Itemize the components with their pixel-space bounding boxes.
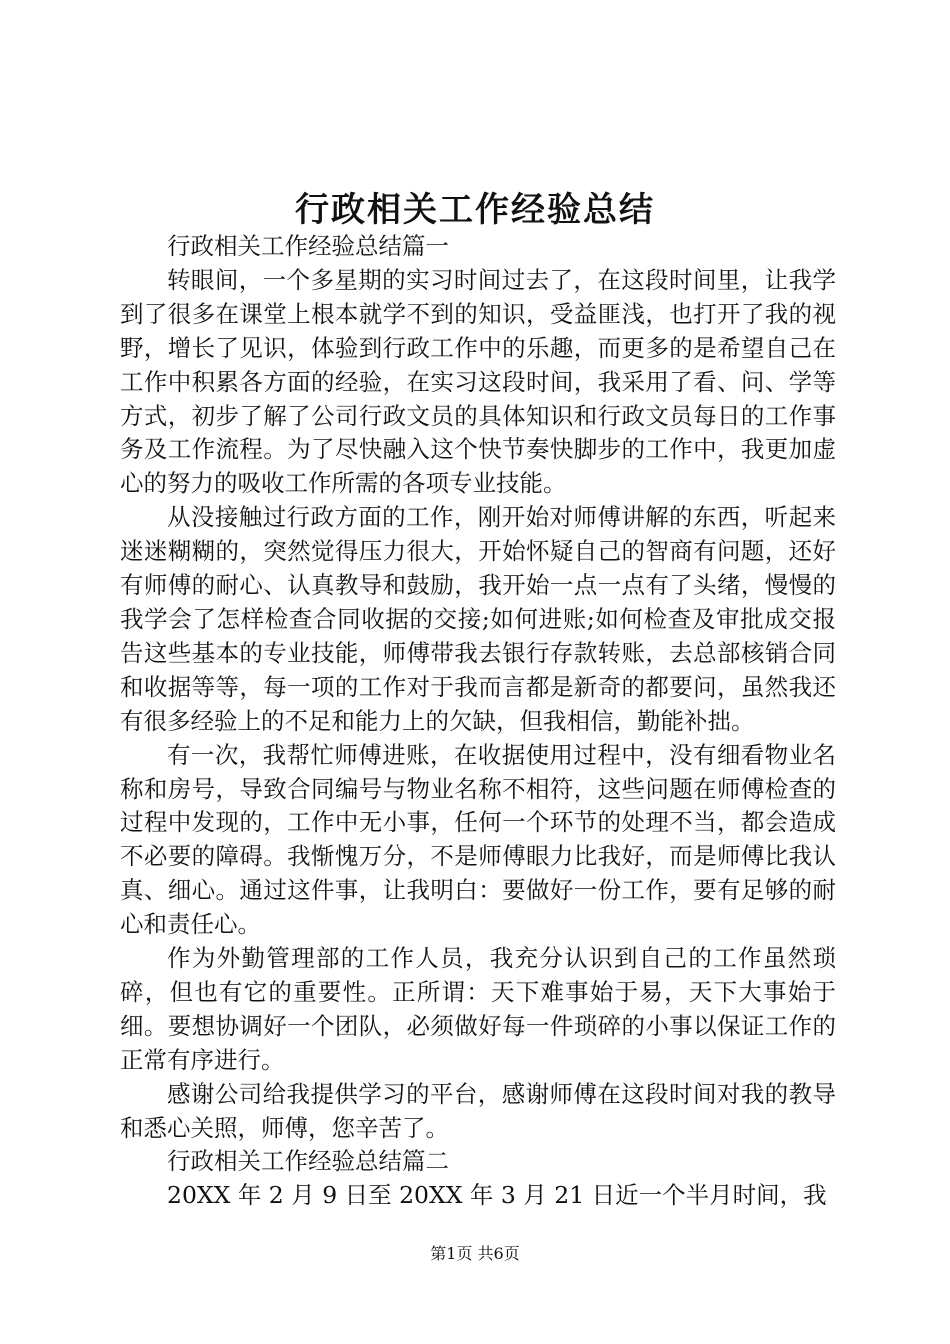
paragraph-5: 感谢公司给我提供学习的平台，感谢师傅在这段时间对我的教导和悉心关照，师傅，您辛苦了。 (120, 1079, 836, 1142)
paragraph-4: 作为外勤管理部的工作人员，我充分认识到自己的工作虽然琐碎，但也有它的重要性。正所谓：天下难事始于易，天下大事始于细。要想协调好一个团队，必须做好每一件琐碎的小事以保证工作的正常有序进行。 (120, 944, 836, 1074)
paragraph-6: 20XX 年 2 月 9 日至 20XX 年 3 月 21 日近一个半月时间，我 (167, 1181, 827, 1210)
document-body (120, 230, 836, 1213)
section-heading-2: 行政相关工作经验总结篇二 (167, 1147, 449, 1176)
paragraph-1: 转眼间，一个多星期的实习时间过去了，在这段时间里，让我学到了很多在课堂上根本就学不到的知识，受益匪浅，也打开了我的视野，增长了见识，体验到行政工作中的乐趣，而更多的是希望自己在工作中积累各方面的经验，在实习这段时间，我采用了看、问、学等方式，初步了解了公司行政文员的具体知识和行政文员每日的工作事务及工作流程。为了尽快融入这个快节奏快脚步的工作中，我更加虚心的努力的吸收工作所需的各项专业技能。 (120, 265, 836, 498)
section-heading-1: 行政相关工作经验总结篇一 (167, 232, 449, 260)
document-title: 行政相关工作经验总结 (295, 190, 655, 230)
page-number-footer: 第1页 共6页 (430, 1244, 520, 1263)
paragraph-3: 有一次，我帮忙师傅进账，在收据使用过程中，没有细看物业名称和房号，导致合同编号与物业名称不相符，这些问题在师傅检查的过程中发现的，工作中无小事，任何一个环节的处理不当，都会造成不必要的障碍。我惭愧万分，不是师傅眼力比我好，而是师傅比我认真、细心。通过这件事，让我明白：要做好一份工作，要有足够的耐心和责任心。 (120, 740, 836, 939)
paragraph-2: 从没接触过行政方面的工作，刚开始对师傅讲解的东西，听起来迷迷糊糊的，突然觉得压力很大，开始怀疑自己的智商有问题，还好有师傅的耐心、认真教导和鼓励，我开始一点一点有了头绪，慢慢的我学会了怎样检查合同收据的交接;如何进账;如何检查及审批成交报告这些基本的专业技能，师傅带我去银行存款转账，去总部核销合同和收据等等，每一项的工作对于我而言都是新奇的都要问，虽然我还有很多经验上的不足和能力上的欠缺，但我相信，勤能补拙。 (120, 503, 836, 735)
